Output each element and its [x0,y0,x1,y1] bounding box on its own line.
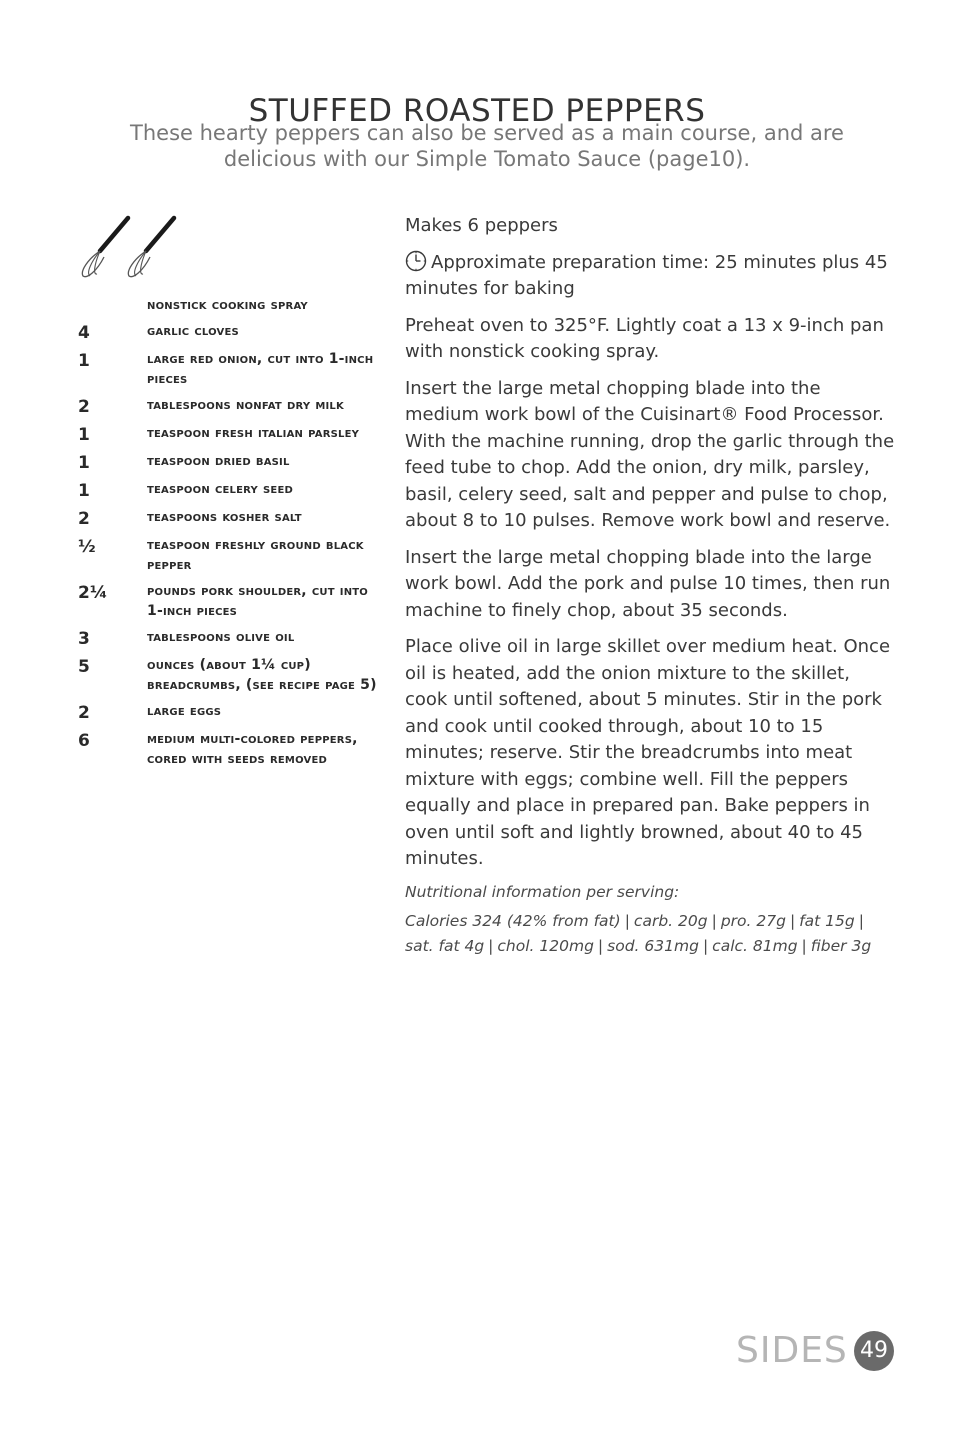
subtitle-line-1: These hearty peppers can also be served as a main course, and are [130,121,844,145]
recipe-subtitle [110,120,864,172]
ingredient-item [78,423,378,445]
ingredient-quantity: 6 [78,731,90,751]
ingredient-quantity: 4 [78,323,90,343]
ingredient-description: tablespoons nonfat dry milk [147,397,344,413]
nutrition-separator: | [789,911,796,930]
nutrition-label: Nutritional information per serving: [405,882,680,901]
ingredient-quantity: 1 [78,425,90,445]
ingredient-item [78,627,378,649]
ingredient-description: teaspoon dried basil [147,453,290,469]
ingredient-list [78,295,378,775]
method-step: Preheat oven to 325°F. Lightly coat a 13 x 9-inch pan with nonstick cooking spray. [405,314,884,362]
ingredient-item [78,451,378,473]
ingredient-quantity: 2 [78,397,90,417]
nutrition-item: sat. fat 4g [405,936,485,955]
nutrition-item: fat 15g [799,911,855,930]
ingredient-description: teaspoon fresh italian parsley [147,425,360,441]
method-step: Place olive oil in large skillet over medium heat. Once oil is heated, add the onion mixture to the skillet, cook until softened, about 5 minutes. Stir in the pork and cook until cooked through, about 10 to 15 minutes; reserve. Stir the breadcrumbs into meat mixture with eggs; combine well. Fill the peppers equally and place in prepared pan. Bake peppers in oven until soft and lightly browned, about 40 to 45 minutes. [405,636,891,869]
ingredient-description: tablespoons olive oil [147,629,295,645]
ingredient-description: teaspoons kosher salt [147,509,302,525]
ingredient-description: teaspoon celery seed [147,481,293,497]
ingredient-description: pounds pork shoulder, cut into 1-inch pieces [147,583,369,619]
ingredient-quantity [78,295,147,315]
ingredient-item [78,295,378,315]
ingredient-quantity: 3 [78,629,90,649]
ingredient-description: medium multi-colored peppers, cored with seeds removed [147,731,358,767]
ingredient-item [78,701,378,723]
nutrition-separator: | [801,936,807,955]
clock-icon [405,250,427,272]
ingredient-item [78,321,378,343]
ingredient-quantity: 2 [78,509,90,529]
nutrition-item: Calories 324 (42% from fat) [405,911,621,930]
ingredient-item [78,395,378,417]
prep-time-text: Approximate preparation time: 25 minutes plus 45 minutes for baking [405,251,888,299]
recipe-title: STUFFED ROASTED PEPPERS [248,92,706,129]
ingredient-quantity: 2¼ [78,583,108,603]
ingredient-quantity: 1 [78,351,90,371]
nutrition-separator: | [702,936,709,955]
nutrition-item: fiber 3g [810,936,872,955]
whisk-icon [128,218,174,277]
nutrition-item: calc. 81mg [712,936,798,955]
ingredient-description: large eggs [147,703,222,719]
nutrition-separator: | [597,936,604,955]
ingredient-quantity: 5 [78,657,90,677]
nutrition-separator: | [858,911,864,930]
nutrition-item: chol. 120mg [497,936,594,955]
method-step: Insert the large metal chopping blade into the medium work bowl of the Cuisinart® Food Processor. With the machine running, drop the garlic through the feed tube to chop. Add the onion, dry milk, parsley, basil, celery seed, salt and pepper and pulse to chop, about 8 to 10 pulses. Remove work bowl and reserve. [405,377,895,531]
nutrition-facts [405,909,895,959]
nutrition-item: sod. 631mg [607,936,699,955]
ingredient-description: large red onion, cut into 1-inch pieces [147,351,374,387]
nutrition-separator: | [624,911,630,930]
ingredient-quantity: ½ [78,537,96,557]
nutrition-separator: | [488,936,494,955]
whisk-icon [82,218,128,277]
ingredient-description: teaspoon freshly ground black pepper [147,537,364,573]
ingredient-quantity: 1 [78,481,90,501]
recipe-yield: Makes 6 peppers [405,215,558,236]
nutrition-item: carb. 20g [633,911,708,930]
ingredient-item [78,349,378,389]
method-step: Insert the large metal chopping blade into the large work bowl. Add the pork and pulse 10 times, then run machine to finely chop, about 35 seconds. [405,546,891,621]
ingredient-quantity: 2 [78,703,90,723]
ingredient-item [78,479,378,501]
ingredient-item [78,655,378,695]
prep-time [405,250,895,303]
page-number-badge: 49 [854,1331,894,1371]
difficulty-whisks [78,215,188,280]
ingredient-item [78,581,378,621]
ingredient-item [78,729,378,769]
method-column [405,213,895,959]
ingredient-item [78,535,378,575]
section-label: SIDES [736,1330,848,1371]
ingredient-description: garlic cloves [147,323,239,339]
subtitle-line-2: delicious with our Simple Tomato Sauce (page10). [223,147,751,171]
ingredient-description: nonstick cooking spray [147,297,308,313]
ingredient-quantity: 1 [78,453,90,473]
ingredient-item [78,507,378,529]
ingredient-description: ounces (about 1¼ cup) breadcrumbs, (see recipe page 5) [147,657,377,693]
nutrition-separator: | [711,911,717,930]
nutrition-item: pro. 27g [720,911,786,930]
